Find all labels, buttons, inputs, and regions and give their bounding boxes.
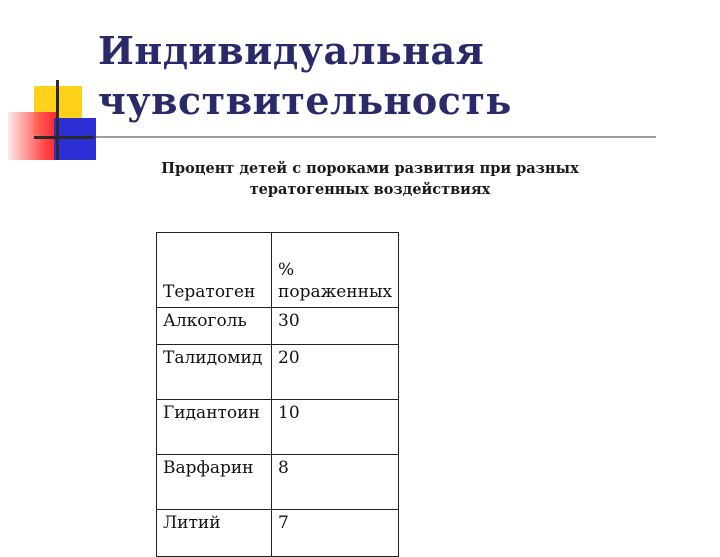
slide-title (98, 26, 512, 126)
cell-agent: Варфарин (157, 455, 272, 510)
cell-percent: 30 (272, 308, 399, 345)
cell-agent: Алкоголь (157, 308, 272, 345)
title-underline-rule (96, 136, 656, 138)
cell-percent: 7 (272, 510, 399, 557)
table-row (157, 455, 399, 510)
decor-blue-square (54, 118, 96, 160)
cell-percent: 20 (272, 345, 399, 400)
table-row (157, 400, 399, 455)
header-percent-affected: % пораженных (272, 233, 399, 308)
table-row (157, 510, 399, 557)
teratogen-table (156, 232, 399, 557)
cell-percent: 10 (272, 400, 399, 455)
slide-subtitle-line-1: Процент детей с пороками развития при разных (161, 160, 579, 177)
table-row (157, 308, 399, 345)
cell-agent: Талидомид (157, 345, 272, 400)
header-teratogen: Тератоген (157, 233, 272, 308)
slide-subtitle-line-2: тератогенных воздействиях (249, 181, 491, 198)
table-row (157, 345, 399, 400)
slide-title-line-1: Индивидуальная (98, 28, 485, 73)
slide-subtitle (120, 158, 620, 200)
cell-agent: Литий (157, 510, 272, 557)
slide-title-line-2: чувствительность (98, 78, 512, 123)
decor-horizontal-line (34, 136, 94, 139)
cell-percent: 8 (272, 455, 399, 510)
decor-vertical-line (56, 80, 59, 160)
cell-agent: Гидантоин (157, 400, 272, 455)
table-header-row (157, 233, 399, 308)
